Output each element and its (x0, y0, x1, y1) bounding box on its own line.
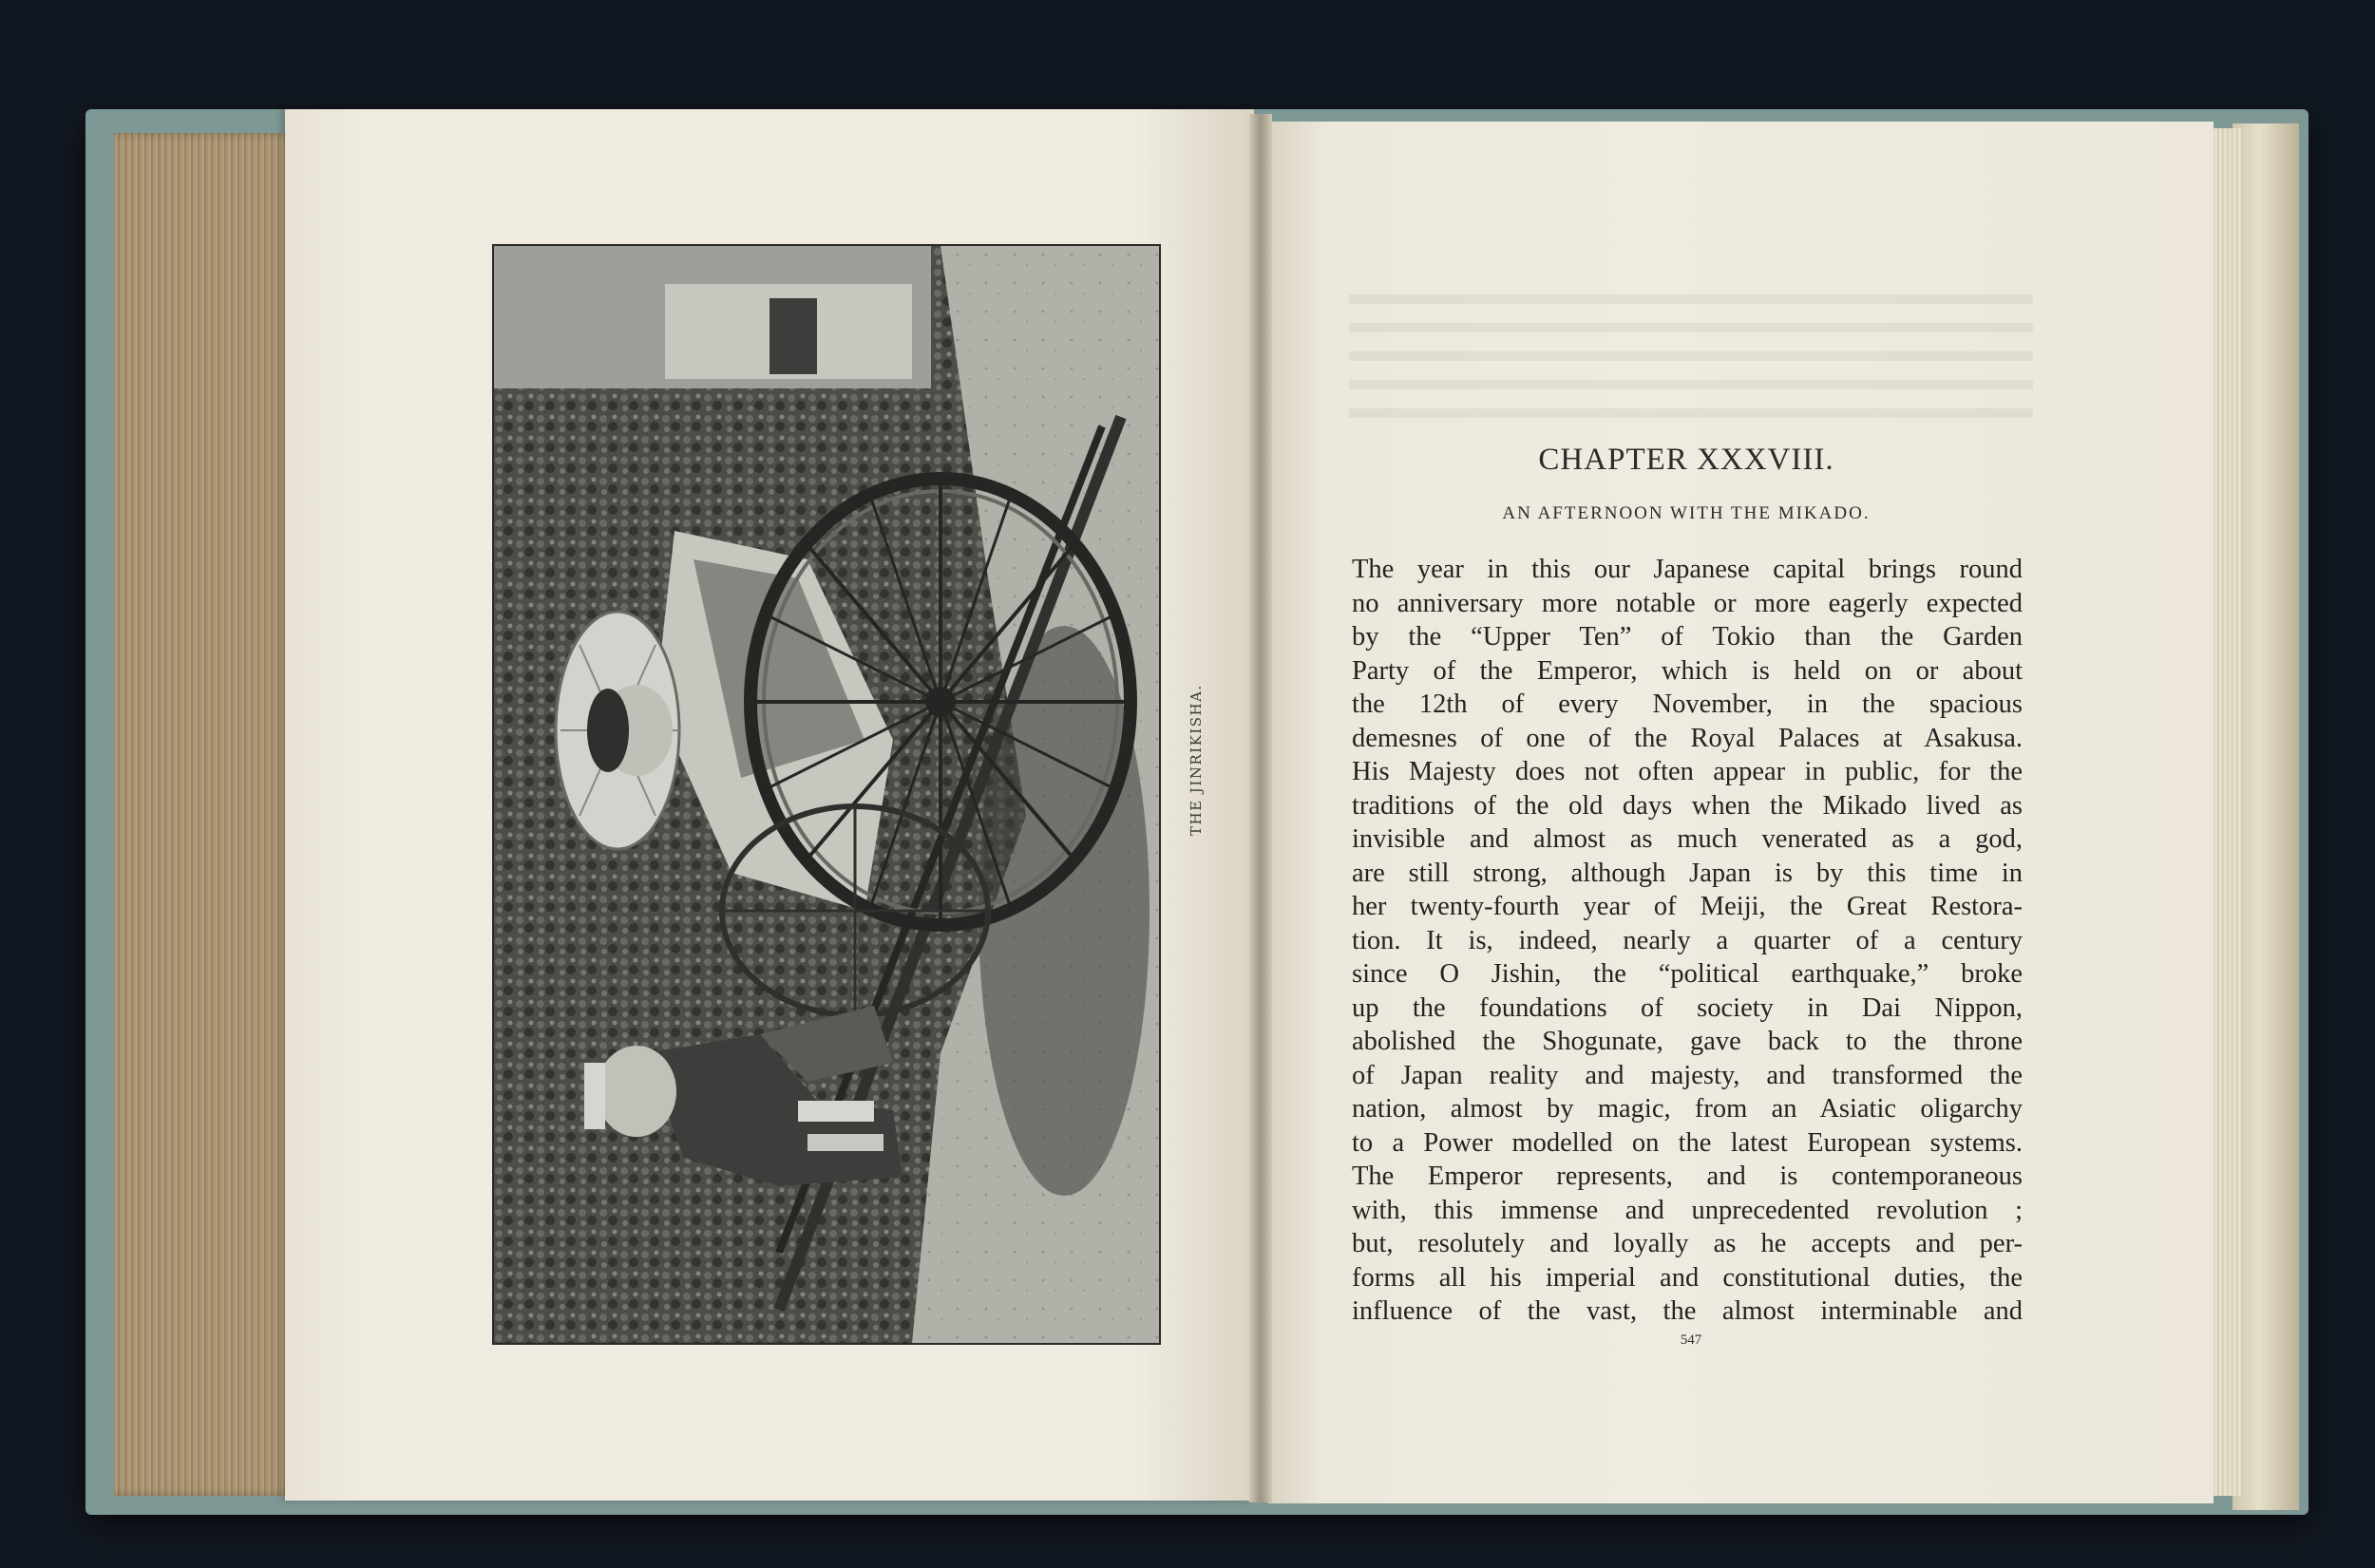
text-line: are still strong, although Japan is by this time in (1352, 858, 2023, 888)
text-line: abolished the Shogunate, gave back to the throne (1352, 1027, 2023, 1056)
text-line: The year in this our Japanese capital brings round (1352, 555, 2023, 584)
text-line: traditions of the old days when the Mikado lived as (1352, 790, 2023, 821)
left-page-stack (114, 133, 314, 1496)
chapter-subtitle: AN AFTERNOON WITH THE MIKADO. (1502, 503, 1871, 523)
chapter-title: CHAPTER XXXVIII. (1538, 443, 1834, 477)
text-line: Party of the Emperor, which is held on or about (1352, 655, 2023, 686)
page-number: 547 (1680, 1332, 1702, 1348)
text-line: forms all his imperial and constitutional duties, the (1352, 1262, 2023, 1293)
text-line: by the “Upper Ten” of Tokio than the Garden (1352, 622, 2023, 652)
jinrikisha-photo-icon (492, 244, 1161, 1345)
text-line: His Majesty does not often appear in public, for the (1352, 757, 2023, 786)
text-line: nation, almost by magic, from an Asiatic oligarchy (1352, 1094, 2023, 1124)
show-through-text (1349, 275, 2033, 437)
plate-caption: THE JINRIKISHA. (1188, 684, 1205, 836)
text-line: but, resolutely and loyally as he accepts and per- (1352, 1229, 2023, 1258)
text-line: to a Power modelled on the latest European systems. (1352, 1127, 2023, 1158)
chapter-body-text (1352, 553, 2023, 1329)
text-line: invisible and almost as much venerated as a god, (1352, 824, 2023, 854)
book-gutter (1249, 114, 1272, 1502)
text-line: of Japan reality and majesty, and transformed the (1352, 1060, 2023, 1090)
text-line: no anniversary more notable or more eagerly expected (1352, 588, 2023, 618)
text-line: the 12th of every November, in the spacious (1352, 690, 2023, 719)
text-line: influence of the vast, the almost interminable and (1352, 1296, 2023, 1326)
text-line: tion. It is, indeed, nearly a quarter of a century (1352, 925, 2023, 955)
text-line: up the foundations of society in Dai Nippon, (1352, 992, 2023, 1023)
text-line: since O Jishin, the “political earthquake,” broke (1352, 959, 2023, 989)
book-fore-edge (2232, 123, 2299, 1510)
text-line: her twenty-fourth year of Meiji, the Great Restora- (1352, 892, 2023, 921)
text-line: The Emperor represents, and is contemporaneous (1352, 1162, 2023, 1191)
text-line: demesnes of one of the Royal Palaces at Asakusa. (1352, 723, 2023, 753)
text-line: with, this immense and unprecedented revolution ; (1352, 1195, 2023, 1225)
